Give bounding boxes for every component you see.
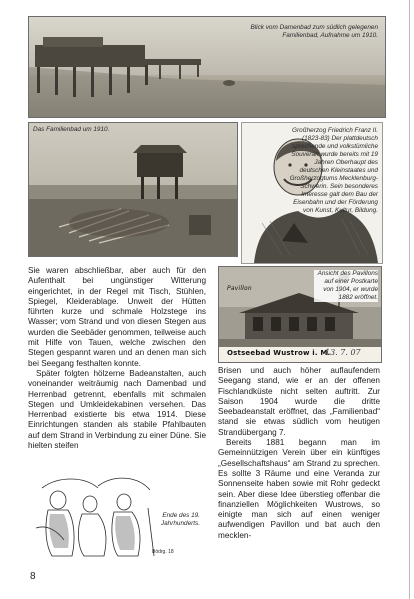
caption-drawing: Ende des 19. Jahrhunderts. (160, 512, 200, 527)
postcard-handwriting: 13. 7. 07 (325, 348, 361, 357)
paragraph-right-1: Brisen und auch höher auflaufendem Seegang stand, wie er an der offenen Fischlandküste nicht selten auftritt. Zur Saison 1904 wurde die dritte Seebadeanstalt eröffnet, das „Familienbad“ stand sie etwas südlich vom heutigen Strandübergang 7. (218, 366, 380, 437)
drawing-beach-visitors (28, 468, 206, 560)
drawing-signature: Bödrg. 18 (152, 549, 174, 555)
caption-family-bath: Das Familienbad um 1910. (33, 126, 110, 133)
postcard-sign: Pavillon (227, 285, 252, 292)
body-text-left (28, 266, 206, 451)
body-text-right (218, 366, 380, 541)
page-edge-line (409, 0, 410, 599)
postcard-title: Ostseebad Wustrow i. M. (227, 349, 331, 357)
page-number: 8 (30, 571, 36, 582)
photo-family-bath-1910 (28, 122, 238, 257)
paragraph-right-2: Bereits 1881 begann man im Gemeinnützigen Verein über ein künftiges „Gesellschaftshaus“ am Strand zu sprechen. Es sollte 3 Räume und eine Veranda zur Sonnenseite haben sowie mit Rohr gedeckt sein. Aber diese Idee überstieg offenbar die finanziellen Möglichkeiten Wustrows, so einigte man sich auf einen weniger aufwendigen Pavillon und bat auch den mecklen- (218, 438, 380, 540)
caption-top-photo: Blick vom Damenbad zum südlich gelegenen Familienbad, Aufnahme um 1910. (250, 24, 378, 39)
caption-portrait: Großherzog Friedrich Franz II. (1823-83) Der plattdeutsch sprechende und volkstümliche Souverän wurde bereits mit 19 Jahren Oberhaupt des deutschen Kleinstaates und Großherzogtums Mecklenburg-Schwerin. Sein besonderes Interesse galt dem Bau der Eisenbahn und der Förderung von Kunst, Kultur, Bildung. (289, 127, 378, 214)
paragraph-left-2: Später folgten hölzerne Badeanstalten, auch voneinander weiträumig nach Damenbad und Herrenbad getrennt, ebenfalls mit schmalen Stegen und Umkleidekabinen versehen. Das Herrenbad existierte bis etwa 1914. Diese Einrichtungen standen als stabile Pfahlbauten auf dem Strand in Verbindung zu einer Düne. Sie hielten steifen (28, 368, 206, 451)
caption-postcard: Ansicht des Pavillons auf einer Postkarte von 1904, er wurde 1882 eröffnet. (314, 270, 378, 302)
paragraph-left-1: Sie waren abschließbar, aber auch für den Aufenthalt bei ungünstiger Witterung eingerichtet, in der Regel mit Tisch, Stühlen, Spiegel, Kleiderablage. Unweit der Hütten führten kurze und schmale Holzstege ins Wasser; vom Strand und von diesen Stegen aus wurden die Seebäder genommen, teilweise auch mit Hilfe von Tauen, welche zwischen den Stegen gespannt waren und an denen man sich bei Seegang festhalten konnte. (28, 266, 206, 368)
